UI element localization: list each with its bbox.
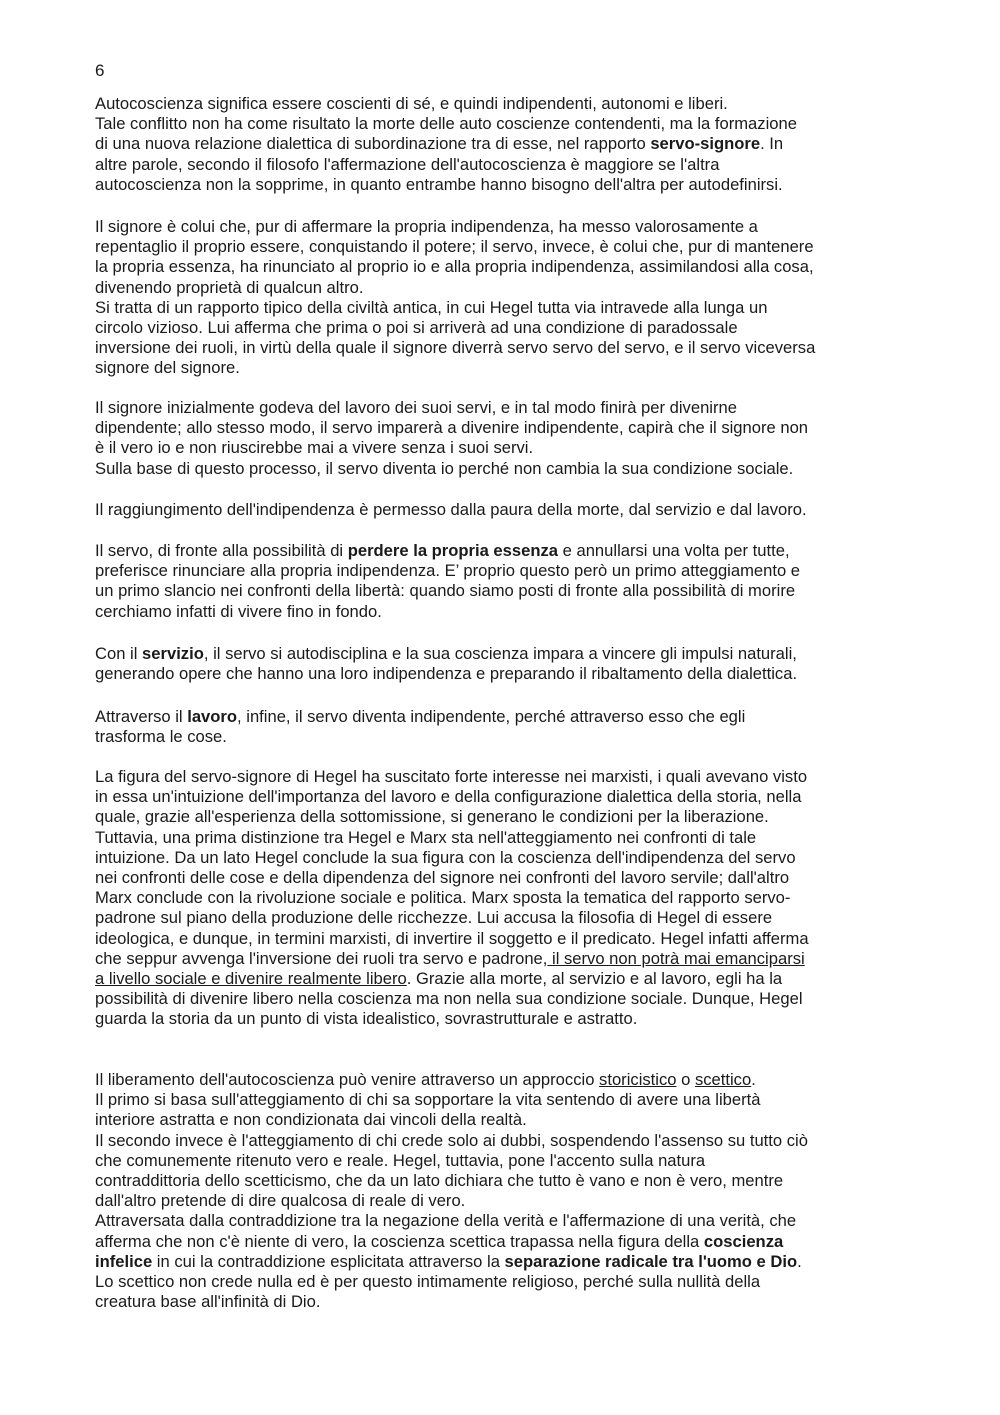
text-span: . xyxy=(797,1251,802,1271)
paragraph-signore xyxy=(95,217,915,379)
text-line: intuizione. Da un lato Hegel conclude la sua figura con la coscienza dell'indipendenza del servo xyxy=(95,847,796,867)
text-line: trasforma le cose. xyxy=(95,727,227,747)
text-span: Il liberamento dell'autocoscienza può venire attraverso un approccio xyxy=(95,1070,600,1089)
text-line: in essa un'intuizione dell'importanza del lavoro e della configurazione dialettica della storia, nella xyxy=(95,787,802,807)
paragraph-raggiungimento xyxy=(95,500,915,520)
paragraph-marxisti xyxy=(95,767,915,1030)
paragraph-servo-essenza xyxy=(95,541,915,622)
bold-term: servizio xyxy=(142,644,204,663)
bold-term: lavoro xyxy=(187,707,238,726)
text-line: Sulla base di questo processo, il servo diventa io perché non cambia la sua condizione sociale. xyxy=(95,458,794,478)
text-line: Il signore è colui che, pur di affermare la propria indipendenza, ha messo valorosamente a xyxy=(95,217,758,236)
text-span: . xyxy=(751,1070,756,1089)
text-line: possibilità di divenire libero nella coscienza ma non nella sua condizione sociale. Dunque, Hegel xyxy=(95,989,803,1009)
text-line: contraddittoria dello scetticismo, che da un lato dichiara che tutto è vano e non è vero, mentre xyxy=(95,1171,784,1191)
paragraph-servizio xyxy=(95,644,915,684)
text-line: Tale conflitto non ha come risultato la morte delle auto coscienze contendenti, ma la formazione xyxy=(95,114,797,134)
text-line: padrone sul piano della produzione delle ricchezze. Lui accusa la filosofia di Hegel di essere xyxy=(95,908,773,928)
text-line: autocoscienza non la sopprime, in quanto entrambe hanno bisogno dell'altra per autodefinirsi. xyxy=(95,174,783,194)
bold-term: separazione radicale tra l'uomo e Dio xyxy=(504,1251,798,1271)
text-line: Lo scettico non crede nulla ed è per questo intimamente religioso, perché sulla nullità della xyxy=(95,1272,761,1292)
text-span: o xyxy=(676,1070,695,1089)
text-line: un primo slancio nei confronti della libertà: quando siamo posti di fronte alla possibilità di morire xyxy=(95,581,796,601)
paragraph-godeva xyxy=(95,398,915,479)
text-span: . In xyxy=(760,134,784,154)
text-line: inversione dei ruoli, in virtù della quale il signore diverrà servo servo del servo, e il servo viceversa xyxy=(95,338,816,358)
text-line: Il secondo invece è l'atteggiamento di chi crede solo ai dubbi, sospendendo l'assenso su tutto ciò xyxy=(95,1130,808,1150)
text-line: Il primo si basa sull'atteggiamento di chi sa sopportare la vita sentendo di avere una libertà xyxy=(95,1090,761,1110)
text-line: altre parole, secondo il filosofo l'affermazione dell'autocoscienza è maggiore se l'altra xyxy=(95,154,720,174)
text-line xyxy=(95,969,915,989)
text-line: generando opere che hanno una loro indipendenza e preparando il ribaltamento della dialettica. xyxy=(95,664,798,684)
text-line: Si tratta di un rapporto tipico della civiltà antica, in cui Hegel tutta via intravede alla lunga un xyxy=(95,297,768,317)
text-line: la propria essenza, ha rinunciato al proprio io e alla propria indipendenza, assimilandosi alla cosa, xyxy=(95,257,814,277)
underlined-term: scettico xyxy=(694,1070,752,1089)
text-line: circolo vizioso. Lui afferma che prima o poi si arriverà ad una condizione di paradossale xyxy=(95,318,738,338)
bold-term: perdere la propria essenza xyxy=(347,541,559,560)
text-line: ideologica, e dunque, in termini marxisti, di invertire il soggetto e il predicato. Hegel infatti afferma xyxy=(95,928,809,948)
text-line: quale, grazie all'esperienza della sottomissione, si generano le condizioni per la liberazione. xyxy=(95,807,769,827)
text-line xyxy=(95,541,915,561)
text-line: Tuttavia, una prima distinzione tra Hegel e Marx sta nell'atteggiamento nei confronti di tale xyxy=(95,827,757,847)
text-line: che comunemente ritenuto vero e reale. Hegel, tuttavia, pone l'accento sulla natura xyxy=(95,1150,706,1170)
text-line: cerchiamo infatti di vivere fino in fondo. xyxy=(95,601,382,621)
text-line xyxy=(95,134,915,154)
text-span: in cui la contraddizione esplicitata attraverso la xyxy=(152,1251,505,1271)
text-line: dall'altro pretende di dire qualcosa di reale di vero. xyxy=(95,1191,466,1211)
text-line xyxy=(95,1232,915,1252)
text-span: Attraverso il xyxy=(95,707,188,726)
text-line xyxy=(95,707,915,727)
text-line: preferisce rinunciare alla propria indipendenza. E’ proprio questo però un primo atteggiamento e xyxy=(95,561,801,581)
text-line: creatura base all'infinità di Dio. xyxy=(95,1292,321,1312)
text-line xyxy=(95,1252,915,1272)
text-line: Autocoscienza significa essere coscienti di sé, e quindi indipendenti, autonomi e liberi. xyxy=(95,94,728,113)
paragraph-liberamento xyxy=(95,1070,915,1312)
text-span: afferma che non c'è niente di vero, la coscienza scettica trapassa nella figura della xyxy=(95,1231,704,1251)
bold-term: servo-signore xyxy=(650,134,761,154)
text-line xyxy=(95,644,915,664)
text-line: La figura del servo-signore di Hegel ha suscitato forte interesse nei marxisti, i quali avevano visto xyxy=(95,767,808,786)
text-span: . Grazie alla morte, al servizio e al lavoro, egli ha la xyxy=(406,969,783,989)
text-span: Il servo, di fronte alla possibilità di xyxy=(95,541,348,560)
text-line: nei confronti delle cose e della dipendenza del signore nei confronti del lavoro servile; dall'altro xyxy=(95,868,790,888)
text-line: divenendo proprietà di qualcun altro. xyxy=(95,277,364,297)
text-line: è il vero io e non riuscirebbe mai a vivere senza i suoi servi. xyxy=(95,438,534,458)
paragraph-autocoscienza xyxy=(95,94,915,195)
text-span: che seppur avvenga l'inversione dei ruoli tra servo e padrone, xyxy=(95,948,548,968)
underlined-phrase: a livello sociale e divenire realmente libero xyxy=(95,969,407,989)
text-line: repentaglio il proprio essere, conquistando il potere; il servo, invece, è colui che, pur di mantenere xyxy=(95,237,814,257)
text-line: Marx conclude con la rivoluzione sociale e politica. Marx sposta la tematica del rapporto servo- xyxy=(95,888,791,908)
text-line: dipendente; allo stesso modo, il servo imparerà a divenire indipendente, capirà che il signore non xyxy=(95,418,809,438)
text-line: Il signore inizialmente godeva del lavoro dei suoi servi, e in tal modo finirà per divenirne xyxy=(95,398,737,417)
text-span: di una nuova relazione dialettica di subordinazione tra di esse, nel rapporto xyxy=(95,134,651,154)
text-line: Attraversata dalla contraddizione tra la negazione della verità e l'affermazione di una verità, che xyxy=(95,1211,797,1231)
text-line: guarda la storia da un punto di vista idealistico, sovrastrutturale e astratto. xyxy=(95,1009,638,1029)
text-line: signore del signore. xyxy=(95,358,240,378)
text-line xyxy=(95,1070,915,1090)
text-line: Il raggiungimento dell'indipendenza è permesso dalla paura della morte, dal servizio e dal lavoro. xyxy=(95,500,807,519)
text-line xyxy=(95,949,915,969)
text-line: interiore astratta e non condizionata dai vincoli della realtà. xyxy=(95,1110,527,1130)
bold-term: infelice xyxy=(95,1251,153,1271)
underlined-term: storicistico xyxy=(599,1070,677,1089)
text-span: e annullarsi una volta per tutte, xyxy=(558,541,790,560)
bold-term: coscienza xyxy=(703,1231,784,1251)
underlined-phrase: il servo non potrà mai emanciparsi xyxy=(547,948,805,968)
page-number: 6 xyxy=(95,61,105,80)
text-span: , il servo si autodisciplina e la sua coscienza impara a vincere gli impulsi naturali, xyxy=(203,644,797,663)
text-span: Con il xyxy=(95,644,143,663)
paragraph-lavoro xyxy=(95,707,915,747)
text-span: , infine, il servo diventa indipendente, perché attraverso esso che egli xyxy=(237,707,746,726)
